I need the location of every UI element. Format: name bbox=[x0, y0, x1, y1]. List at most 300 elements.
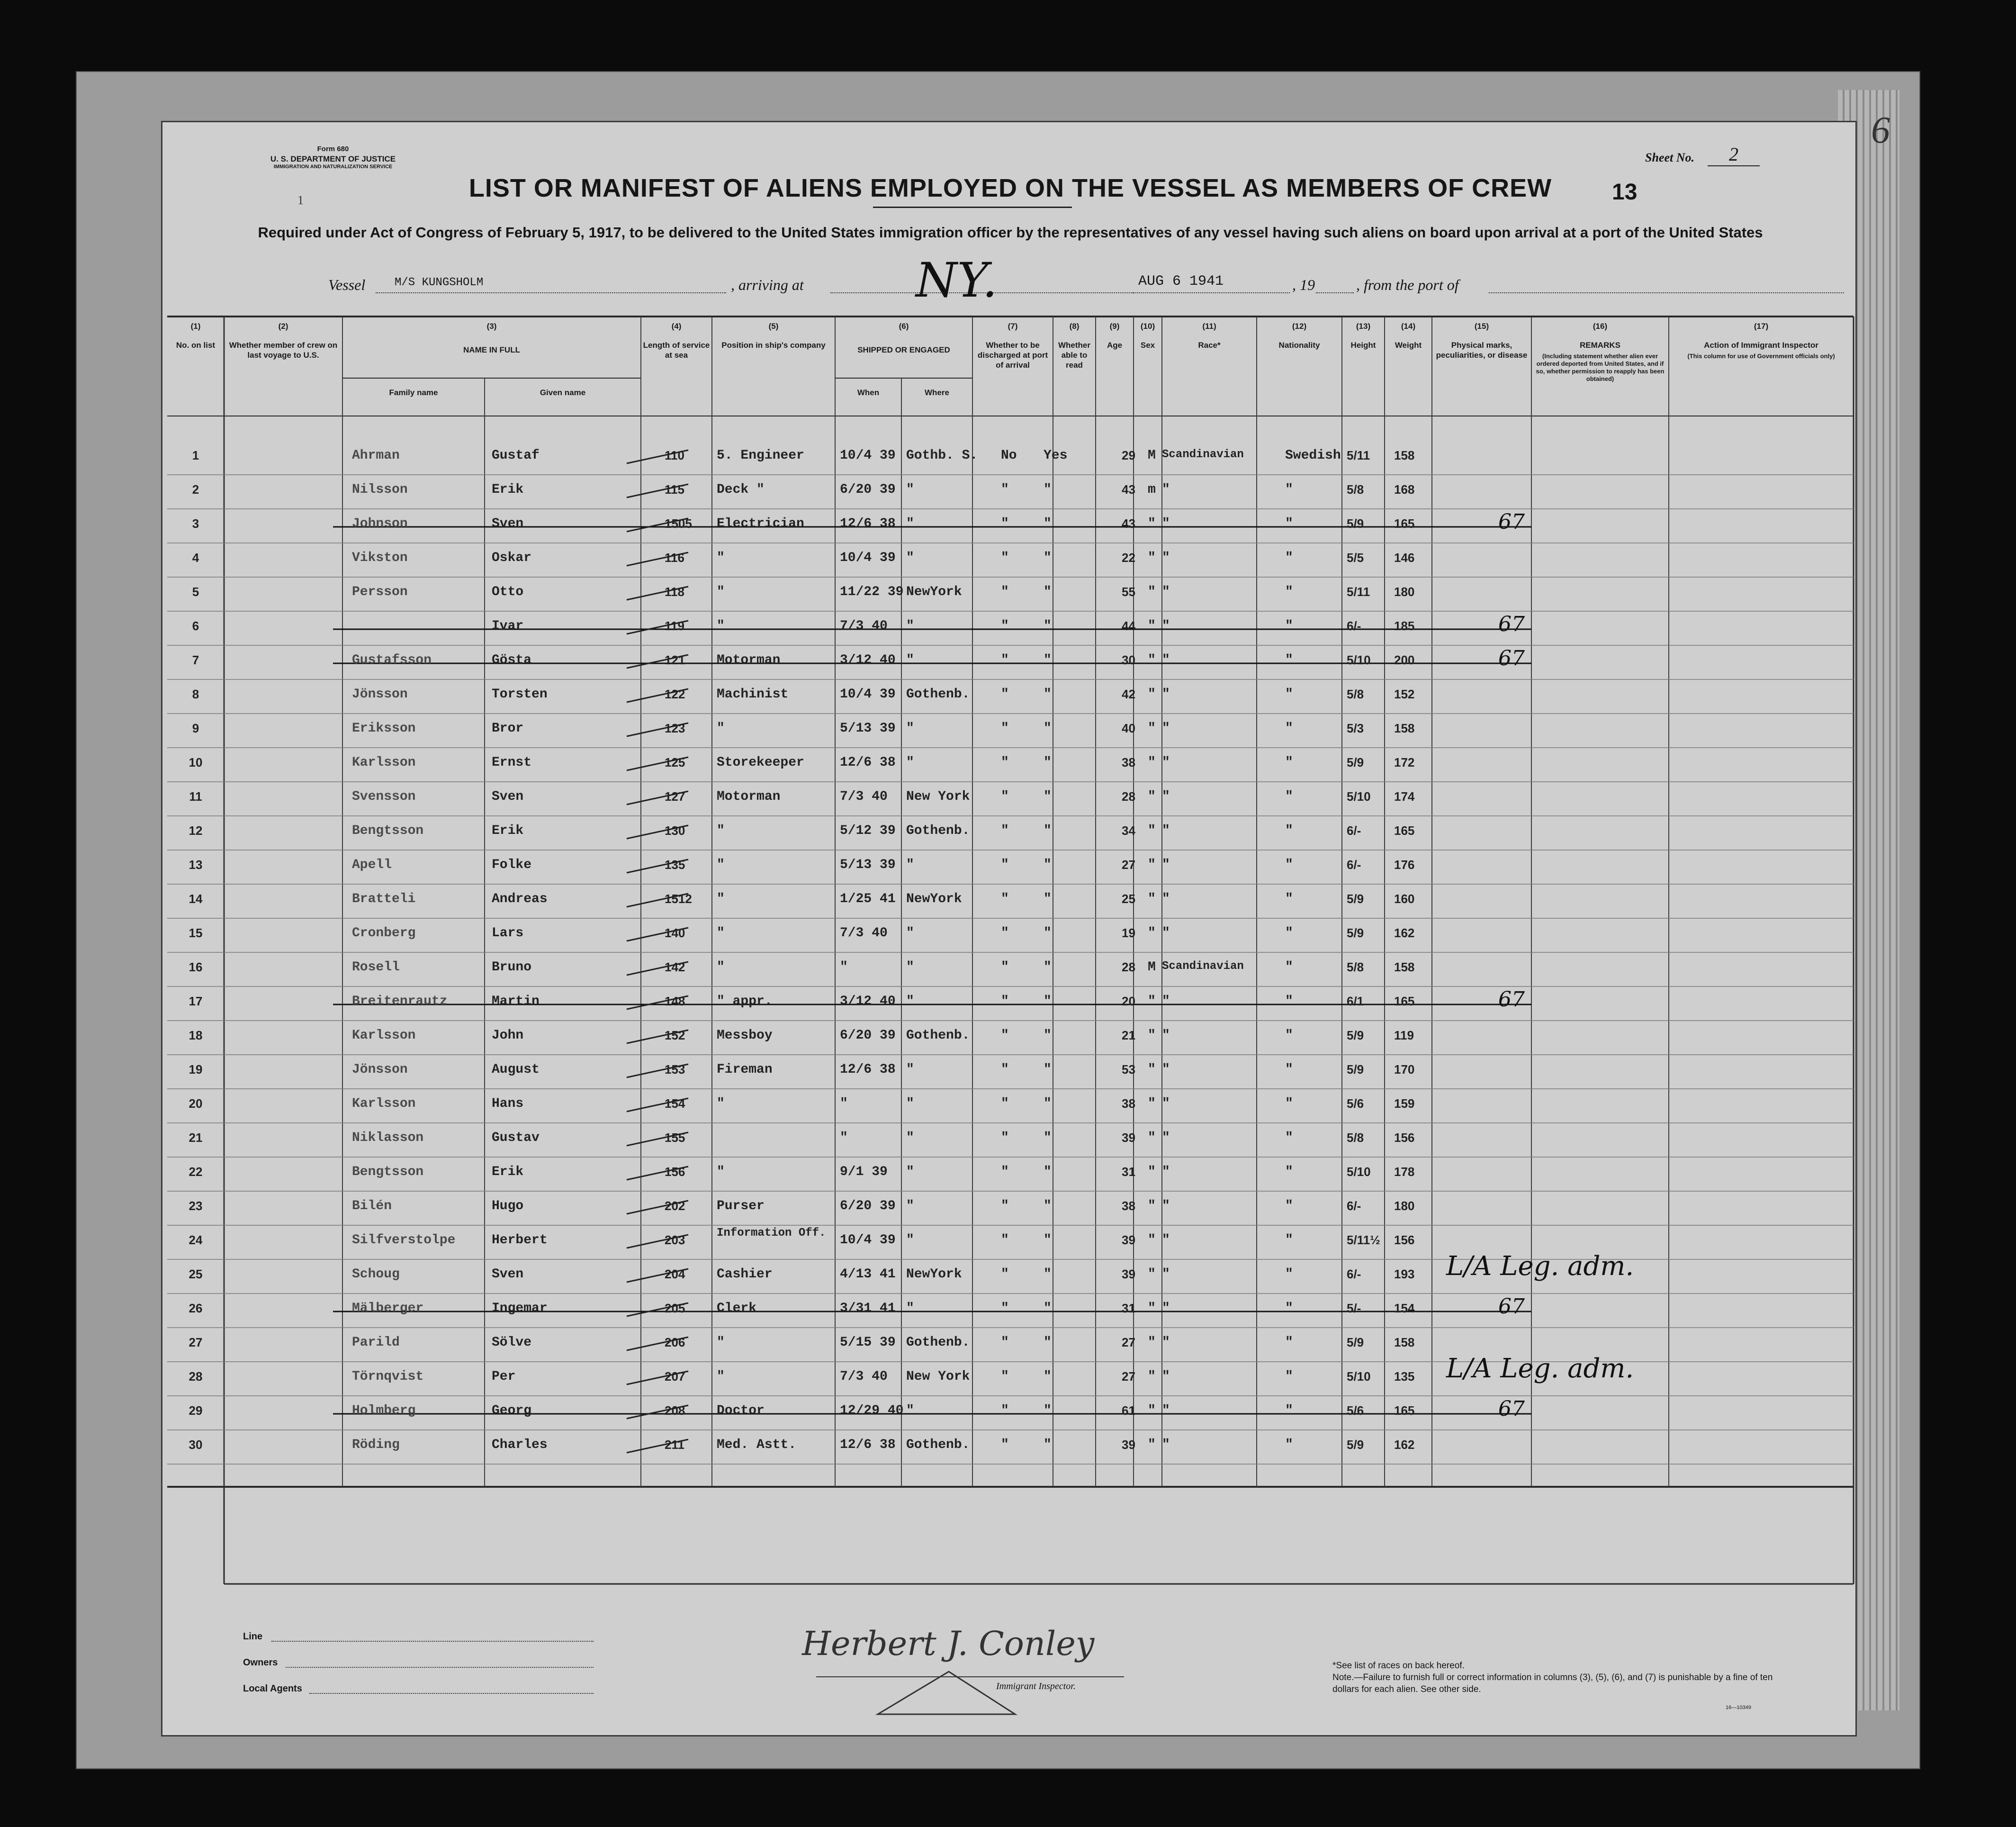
owners-label: Owners bbox=[243, 1657, 278, 1668]
race: " bbox=[1162, 516, 1170, 531]
engaged-when: 10/4 39 bbox=[840, 551, 896, 565]
able-to-read: " bbox=[1044, 1165, 1052, 1179]
height: 5/11½ bbox=[1347, 1233, 1380, 1247]
engaged-when: 3/12 40 bbox=[840, 994, 896, 1009]
row-number: 30 bbox=[189, 1438, 203, 1452]
position: " bbox=[717, 1369, 725, 1384]
able-to-read: " bbox=[1044, 721, 1052, 736]
race: " bbox=[1162, 687, 1170, 702]
column-number: (10) bbox=[1140, 322, 1155, 331]
row-number: 10 bbox=[189, 755, 203, 769]
length-of-service: 130 bbox=[665, 823, 685, 838]
position: Motorman bbox=[717, 789, 781, 804]
weight: 119 bbox=[1394, 1028, 1414, 1042]
engaged-where: " bbox=[906, 619, 914, 633]
sex: " bbox=[1148, 1369, 1156, 1384]
weight: 170 bbox=[1394, 1062, 1415, 1076]
weight: 200 bbox=[1394, 653, 1415, 667]
position: Storekeeper bbox=[717, 755, 804, 770]
remark-annotation: L/A Leg. adm. bbox=[1446, 1251, 1634, 1282]
given-name: Gustav bbox=[492, 1131, 540, 1145]
length-of-service: 115 bbox=[665, 482, 684, 497]
age: 25 bbox=[1122, 892, 1135, 906]
engaged-when: 7/3 40 bbox=[840, 619, 888, 633]
nationality: " bbox=[1285, 1233, 1293, 1248]
penalty-note: Note.—Failure to furnish full or correct information in columns (3), (5), (6), and (7) is punishable by a fine of ten dollars for each alien. See other side. bbox=[1332, 1673, 1773, 1694]
position: " bbox=[717, 551, 725, 565]
nationality: " bbox=[1285, 687, 1293, 702]
family-name: Jönsson bbox=[352, 1062, 408, 1077]
to-be-discharged: " bbox=[1001, 687, 1009, 702]
sex: " bbox=[1148, 755, 1156, 770]
height: 6/- bbox=[1347, 823, 1361, 838]
age: 39 bbox=[1122, 1131, 1135, 1145]
age: 27 bbox=[1122, 1369, 1135, 1384]
given-name: Erik bbox=[492, 482, 524, 497]
given-name: Folke bbox=[492, 858, 532, 872]
family-name: Johnson bbox=[352, 516, 408, 531]
sheet-number-label: Sheet No. bbox=[1645, 151, 1694, 164]
weight: 152 bbox=[1394, 687, 1415, 701]
weight: 156 bbox=[1394, 1233, 1415, 1247]
remark-annotation: L/A Leg. adm. bbox=[1446, 1353, 1634, 1384]
to-be-discharged: " bbox=[1001, 1096, 1009, 1111]
race: " bbox=[1162, 1438, 1170, 1452]
given-name: Georg bbox=[492, 1403, 532, 1418]
given-name: Hugo bbox=[492, 1199, 524, 1213]
arriving-label: , arriving at bbox=[731, 276, 804, 293]
signature-line bbox=[816, 1676, 1124, 1677]
weight: 193 bbox=[1394, 1267, 1415, 1281]
length-of-service: 119 bbox=[665, 619, 684, 633]
height: 6/- bbox=[1347, 858, 1361, 872]
sex: " bbox=[1148, 1028, 1156, 1043]
column-subheader: When bbox=[857, 388, 880, 397]
given-name: Erik bbox=[492, 1165, 524, 1179]
position: Motorman bbox=[717, 653, 781, 668]
engaged-when: 5/13 39 bbox=[840, 858, 896, 872]
row-number: 3 bbox=[192, 516, 199, 531]
race: " bbox=[1162, 1369, 1170, 1384]
position: " bbox=[717, 721, 725, 736]
table-row bbox=[162, 1024, 1858, 1058]
nationality: " bbox=[1285, 858, 1293, 872]
to-be-discharged: " bbox=[1001, 960, 1009, 975]
engaged-when: 6/20 39 bbox=[840, 482, 896, 497]
position: Clerk bbox=[717, 1301, 757, 1316]
age: 40 bbox=[1122, 721, 1135, 735]
to-be-discharged: " bbox=[1001, 653, 1009, 668]
race: " bbox=[1162, 721, 1170, 736]
column-number: (17) bbox=[1754, 322, 1769, 331]
age: 28 bbox=[1122, 960, 1135, 974]
age: 55 bbox=[1122, 585, 1135, 599]
race: " bbox=[1162, 755, 1170, 770]
given-name: Lars bbox=[492, 926, 524, 941]
remark-annotation: 67 bbox=[1498, 510, 1525, 534]
weight: 162 bbox=[1394, 926, 1415, 940]
family-name: Bratteli bbox=[352, 892, 416, 906]
position: Fireman bbox=[717, 1062, 773, 1077]
engaged-where: NewYork bbox=[906, 1267, 962, 1282]
nationality: " bbox=[1285, 994, 1293, 1009]
nationality: " bbox=[1285, 1062, 1293, 1077]
sheet-number-value: 2 bbox=[1708, 143, 1760, 166]
family-name: Silfverstolpe bbox=[352, 1233, 456, 1248]
race: " bbox=[1162, 1062, 1170, 1077]
length-of-service: 110 bbox=[665, 448, 684, 462]
position: " bbox=[717, 926, 725, 941]
family-name: Parild bbox=[352, 1335, 400, 1350]
to-be-discharged: " bbox=[1001, 619, 1009, 633]
sex: " bbox=[1148, 926, 1156, 941]
engaged-where: " bbox=[906, 482, 914, 497]
age: 27 bbox=[1122, 858, 1135, 872]
sex: " bbox=[1148, 516, 1156, 531]
age: 39 bbox=[1122, 1267, 1135, 1281]
nationality: " bbox=[1285, 1301, 1293, 1316]
length-of-service: 152 bbox=[665, 1028, 685, 1042]
age: 20 bbox=[1122, 994, 1135, 1008]
table-row bbox=[162, 1058, 1858, 1093]
engaged-when: 9/1 39 bbox=[840, 1165, 888, 1179]
race: " bbox=[1162, 1199, 1170, 1213]
engaged-where: Gothenb. bbox=[906, 1438, 970, 1452]
family-name: Röding bbox=[352, 1438, 400, 1452]
given-name: Gösta bbox=[492, 653, 532, 668]
table-row bbox=[162, 581, 1858, 615]
position: 5. Engineer bbox=[717, 448, 804, 463]
given-name: Andreas bbox=[492, 892, 548, 906]
column-header-note: (This column for use of Government officials only) bbox=[1687, 353, 1835, 360]
able-to-read: " bbox=[1044, 619, 1052, 633]
to-be-discharged: " bbox=[1001, 585, 1009, 599]
nationality: " bbox=[1285, 789, 1293, 804]
weight: 156 bbox=[1394, 1131, 1415, 1145]
position: Information Off. bbox=[717, 1227, 826, 1239]
race: " bbox=[1162, 926, 1170, 941]
race: " bbox=[1162, 1028, 1170, 1043]
engaged-where: " bbox=[906, 1199, 914, 1213]
to-be-discharged: " bbox=[1001, 823, 1009, 838]
height: 5/9 bbox=[1347, 926, 1364, 940]
height: 5/8 bbox=[1347, 1131, 1364, 1145]
family-name: Bilén bbox=[352, 1199, 392, 1213]
column-header: SHIPPED OR ENGAGED bbox=[857, 345, 950, 354]
family-name: Bengtsson bbox=[352, 823, 424, 838]
row-number: 12 bbox=[189, 823, 203, 838]
page-title: LIST OR MANIFEST OF ALIENS EMPLOYED ON THE VESSEL AS MEMBERS OF CREW bbox=[468, 174, 1552, 202]
column-header: Age bbox=[1107, 341, 1123, 350]
weight: 146 bbox=[1394, 551, 1415, 565]
position: " bbox=[717, 1165, 725, 1179]
nationality: " bbox=[1285, 1199, 1293, 1213]
height: 5/9 bbox=[1347, 755, 1364, 769]
table-row bbox=[162, 646, 1858, 683]
nationality: " bbox=[1285, 1403, 1293, 1418]
length-of-service: 121 bbox=[665, 653, 685, 667]
age: 38 bbox=[1122, 1199, 1135, 1213]
engaged-where: " bbox=[906, 551, 914, 565]
weight: 168 bbox=[1394, 482, 1415, 497]
length-of-service: 135 bbox=[665, 858, 685, 872]
position: " bbox=[717, 1335, 725, 1350]
able-to-read: " bbox=[1044, 960, 1052, 975]
nationality: " bbox=[1285, 926, 1293, 941]
position: Med. Astt. bbox=[717, 1438, 797, 1452]
engaged-where: Gothenb. bbox=[906, 823, 970, 838]
nationality: Swedish bbox=[1285, 448, 1341, 463]
table-row bbox=[162, 1353, 1858, 1400]
length-of-service: 127 bbox=[665, 789, 685, 804]
able-to-read: " bbox=[1044, 1131, 1052, 1145]
length-of-service: 116 bbox=[665, 551, 684, 565]
sex: " bbox=[1148, 687, 1156, 702]
sex: " bbox=[1148, 1335, 1156, 1350]
family-name: Ahrman bbox=[352, 448, 400, 463]
able-to-read: Yes bbox=[1044, 448, 1068, 463]
column-number: (4) bbox=[671, 322, 682, 331]
manifest-sheet bbox=[161, 121, 1857, 1737]
column-number: (7) bbox=[1008, 322, 1018, 331]
department-name: U. S. DEPARTMENT OF JUSTICE bbox=[270, 154, 396, 163]
column-header: Weight bbox=[1395, 341, 1422, 350]
table-row bbox=[162, 1251, 1858, 1297]
engaged-where: " bbox=[906, 755, 914, 770]
to-be-discharged: " bbox=[1001, 994, 1009, 1009]
race: " bbox=[1162, 1301, 1170, 1316]
engaged-when: 12/6 38 bbox=[840, 755, 896, 770]
length-of-service: 154 bbox=[665, 1096, 685, 1111]
row-number: 9 bbox=[192, 721, 199, 735]
table-row bbox=[162, 854, 1858, 888]
family-name: Persson bbox=[352, 585, 408, 599]
engaged-where: " bbox=[906, 1062, 914, 1077]
race: " bbox=[1162, 1267, 1170, 1282]
length-of-service: 156 bbox=[665, 1165, 685, 1179]
table-row bbox=[162, 479, 1858, 513]
engaged-where: New York bbox=[906, 789, 970, 804]
weight: 158 bbox=[1394, 448, 1415, 462]
to-be-discharged: " bbox=[1001, 1301, 1009, 1316]
race: Scandinavian bbox=[1162, 448, 1244, 461]
nationality: " bbox=[1285, 482, 1293, 497]
race: " bbox=[1162, 619, 1170, 633]
column-header: NAME IN FULL bbox=[463, 345, 520, 354]
engaged-where: " bbox=[906, 721, 914, 736]
position: " appr. bbox=[717, 994, 773, 1009]
age: 22 bbox=[1122, 551, 1135, 565]
age: 19 bbox=[1122, 926, 1135, 940]
column-header: Race* bbox=[1198, 341, 1221, 350]
family-name: Mälberger bbox=[352, 1301, 424, 1316]
engaged-where: Gothenb. bbox=[906, 1028, 970, 1043]
to-be-discharged: " bbox=[1001, 1267, 1009, 1282]
engaged-where: " bbox=[906, 1233, 914, 1248]
row-number: 24 bbox=[189, 1233, 203, 1247]
nationality: " bbox=[1285, 1096, 1293, 1111]
family-name: Karlsson bbox=[352, 1096, 416, 1111]
engaged-when: 12/6 38 bbox=[840, 1438, 896, 1452]
given-name: Herbert bbox=[492, 1233, 548, 1248]
height: 5/3 bbox=[1347, 721, 1364, 735]
from-port-label: , from the port of bbox=[1356, 276, 1459, 293]
column-number: (13) bbox=[1356, 322, 1371, 331]
column-header: Action of Immigrant Inspector bbox=[1704, 341, 1818, 350]
vessel-name: M/S KUNGSHOLM bbox=[395, 276, 484, 289]
given-name: Torsten bbox=[492, 687, 548, 702]
table-row bbox=[162, 888, 1858, 922]
signature-flourish bbox=[873, 1667, 1039, 1719]
able-to-read: " bbox=[1044, 653, 1052, 668]
line-field bbox=[271, 1641, 594, 1642]
engaged-where: NewYork bbox=[906, 892, 962, 906]
given-name: Sven bbox=[492, 516, 524, 531]
age: 31 bbox=[1122, 1301, 1135, 1315]
nationality: " bbox=[1285, 653, 1293, 668]
remark-annotation: 67 bbox=[1498, 612, 1525, 636]
weight: 154 bbox=[1394, 1301, 1415, 1315]
length-of-service: 148 bbox=[665, 994, 685, 1008]
to-be-discharged: " bbox=[1001, 1369, 1009, 1384]
weight: 165 bbox=[1394, 994, 1415, 1008]
remark-annotation: 67 bbox=[1498, 1397, 1525, 1421]
to-be-discharged: " bbox=[1001, 858, 1009, 872]
position: Doctor bbox=[717, 1403, 765, 1418]
engaged-when: 6/20 39 bbox=[840, 1028, 896, 1043]
able-to-read: " bbox=[1044, 1267, 1052, 1282]
form-number: Form 680 bbox=[317, 145, 349, 153]
sex: " bbox=[1148, 994, 1156, 1009]
family-name: Holmberg bbox=[352, 1403, 416, 1418]
row-number: 17 bbox=[189, 994, 203, 1008]
length-of-service: 122 bbox=[665, 687, 685, 701]
age: 53 bbox=[1122, 1062, 1135, 1076]
row-number: 27 bbox=[189, 1335, 203, 1349]
length-of-service: 153 bbox=[665, 1062, 685, 1076]
engaged-where: Gothenb. bbox=[906, 1335, 970, 1350]
table-row bbox=[162, 820, 1858, 854]
able-to-read: " bbox=[1044, 1301, 1052, 1316]
race: " bbox=[1162, 1165, 1170, 1179]
engaged-when: 6/20 39 bbox=[840, 1199, 896, 1213]
height: 6/- bbox=[1347, 1199, 1361, 1213]
height: 5/10 bbox=[1347, 653, 1371, 667]
engaged-where: " bbox=[906, 994, 914, 1009]
able-to-read: " bbox=[1044, 858, 1052, 872]
engaged-when: 7/3 40 bbox=[840, 789, 888, 804]
arrival-date: AUG 6 1941 bbox=[1138, 273, 1224, 289]
row-number: 23 bbox=[189, 1199, 203, 1213]
row-number: 29 bbox=[189, 1403, 203, 1418]
height: 5/10 bbox=[1347, 1165, 1371, 1179]
nationality: " bbox=[1285, 1335, 1293, 1350]
race: " bbox=[1162, 789, 1170, 804]
engaged-when: 10/4 39 bbox=[840, 448, 896, 463]
given-name: Sven bbox=[492, 789, 524, 804]
table-row bbox=[162, 717, 1858, 751]
engaged-when: 7/3 40 bbox=[840, 1369, 888, 1384]
nationality: " bbox=[1285, 960, 1293, 975]
sex: " bbox=[1148, 1301, 1156, 1316]
race: " bbox=[1162, 1131, 1170, 1145]
race: " bbox=[1162, 653, 1170, 668]
weight: 158 bbox=[1394, 721, 1415, 735]
weight: 178 bbox=[1394, 1165, 1415, 1179]
engaged-where: New York bbox=[906, 1369, 970, 1384]
position: Electrician bbox=[717, 516, 804, 531]
column-number: (8) bbox=[1069, 322, 1080, 331]
row-number: 18 bbox=[189, 1028, 203, 1042]
margin-page-mark: 6 bbox=[1871, 109, 1890, 151]
margin-mark: 1 bbox=[297, 193, 304, 207]
nationality: " bbox=[1285, 1369, 1293, 1384]
given-name: August bbox=[492, 1062, 540, 1077]
sex: " bbox=[1148, 1267, 1156, 1282]
table-row bbox=[162, 1397, 1858, 1434]
row-number: 20 bbox=[189, 1096, 203, 1111]
able-to-read: " bbox=[1044, 1233, 1052, 1248]
engaged-where: Gothenb. bbox=[906, 687, 970, 702]
age: 39 bbox=[1122, 1233, 1135, 1247]
length-of-service: 118 bbox=[665, 585, 684, 599]
family-name: Schoug bbox=[352, 1267, 400, 1282]
year-label: , 19 bbox=[1292, 276, 1315, 293]
length-of-service: 206 bbox=[665, 1335, 685, 1349]
family-name: Gustafsson bbox=[352, 653, 432, 668]
family-name: Eriksson bbox=[352, 721, 416, 736]
family-name: Jönsson bbox=[352, 687, 408, 702]
row-number: 15 bbox=[189, 926, 203, 940]
weight: 172 bbox=[1394, 755, 1415, 769]
height: 5/9 bbox=[1347, 1438, 1364, 1452]
row-number: 19 bbox=[189, 1062, 203, 1076]
given-name: Ernst bbox=[492, 755, 532, 770]
length-of-service: 202 bbox=[665, 1199, 685, 1213]
engaged-when: 3/31 41 bbox=[840, 1301, 896, 1316]
service-name: IMMIGRATION AND NATURALIZATION SERVICE bbox=[273, 164, 393, 170]
row-number: 21 bbox=[189, 1131, 203, 1145]
engaged-when: " bbox=[840, 960, 848, 975]
sex: " bbox=[1148, 823, 1156, 838]
given-name: Bror bbox=[492, 721, 524, 736]
sex: M bbox=[1148, 448, 1156, 463]
to-be-discharged: " bbox=[1001, 1233, 1009, 1248]
height: 5/11 bbox=[1347, 585, 1370, 599]
position: " bbox=[717, 1096, 725, 1111]
row-number: 11 bbox=[189, 789, 202, 804]
nationality: " bbox=[1285, 892, 1293, 906]
family-name: Bengtsson bbox=[352, 1165, 424, 1179]
sex: " bbox=[1148, 1403, 1156, 1418]
able-to-read: " bbox=[1044, 1199, 1052, 1213]
nationality: " bbox=[1285, 516, 1293, 531]
position: " bbox=[717, 960, 725, 975]
row-number: 5 bbox=[192, 585, 199, 599]
to-be-discharged: " bbox=[1001, 516, 1009, 531]
races-note: *See list of races on back hereof. bbox=[1332, 1661, 1465, 1671]
family-name: Karlsson bbox=[352, 755, 416, 770]
engaged-when: 5/12 39 bbox=[840, 823, 896, 838]
able-to-read: " bbox=[1044, 789, 1052, 804]
able-to-read: " bbox=[1044, 1096, 1052, 1111]
row-number: 7 bbox=[192, 653, 199, 667]
to-be-discharged: " bbox=[1001, 1062, 1009, 1077]
to-be-discharged: " bbox=[1001, 1438, 1009, 1452]
nationality: " bbox=[1285, 1267, 1293, 1282]
sex: " bbox=[1148, 1165, 1156, 1179]
height: 6/- bbox=[1347, 619, 1361, 633]
